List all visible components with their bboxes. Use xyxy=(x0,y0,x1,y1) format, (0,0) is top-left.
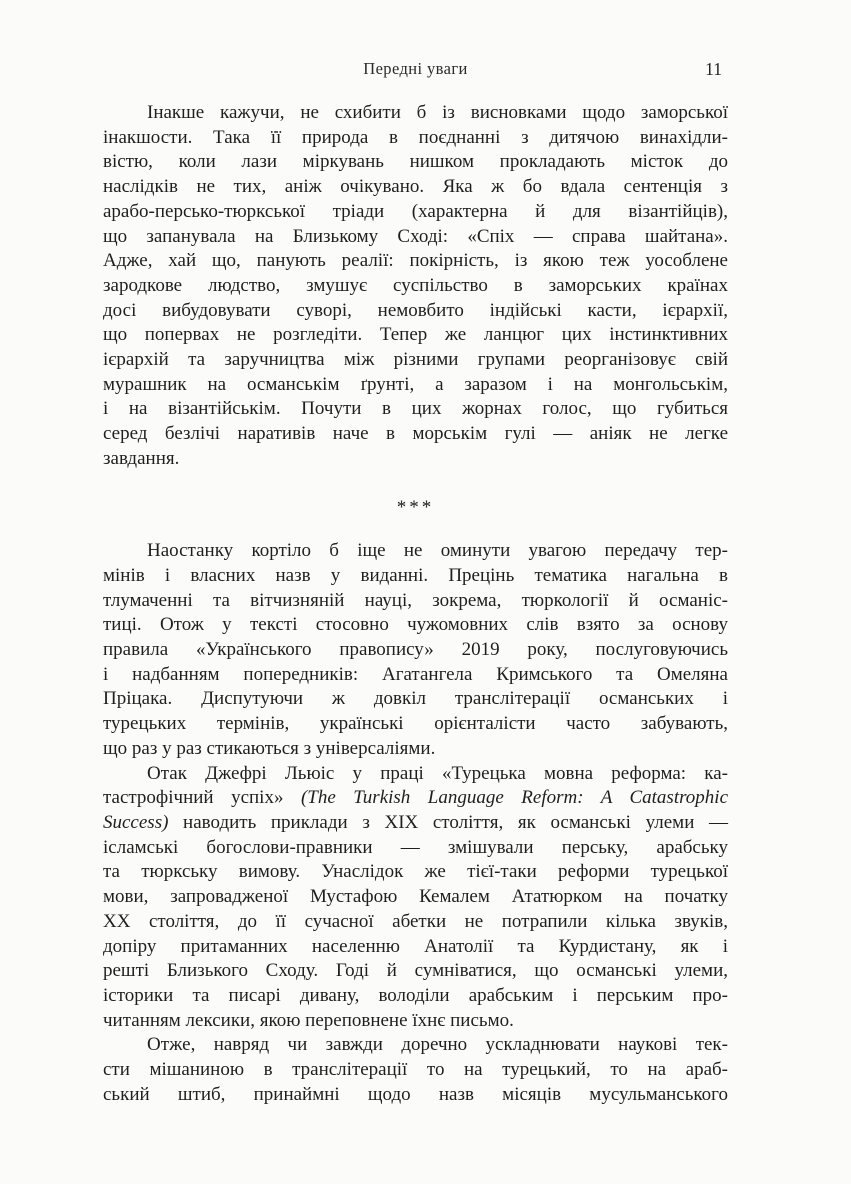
text-run: мінів і власних назв у виданні. Прецінь тематика нагальна в xyxy=(103,564,728,586)
italic-run: Success) xyxy=(103,811,169,833)
text-line xyxy=(103,249,728,274)
text-line xyxy=(103,613,728,638)
text-line xyxy=(103,274,728,299)
text-line xyxy=(103,935,728,960)
text-run: Отак Джефрі Льюіс у праці «Турецька мовна реформа: ка- xyxy=(147,762,728,784)
text-run: допіру притаманних населенню Анатолії та Курдистану, як і xyxy=(103,935,728,957)
text-run: що попервах не розгледіти. Тепер же ланцюг цих інстинктивних xyxy=(103,324,728,346)
text-run: наслідків не тих, аніж очікувано. Яка ж бо вдала сентенція з xyxy=(103,176,728,198)
text-run: вістю, коли лази міркувань нишком прокладають місток до xyxy=(103,151,728,173)
text-run: ієрархій та заручництва між різними групами реорганізовує свій xyxy=(103,349,728,371)
text-run: серед безлічі наративів наче в морськім гулі — аніяк не легке xyxy=(103,423,728,445)
text-line xyxy=(103,373,728,398)
text-run: арабо-персько-тюркської тріади (характерна й для візантійців), xyxy=(103,200,728,222)
text-line xyxy=(103,447,728,472)
text-line xyxy=(103,564,728,589)
text-line xyxy=(103,225,728,250)
text-line xyxy=(103,663,728,688)
running-head: Передні уваги xyxy=(363,59,468,78)
text-line xyxy=(103,737,728,762)
text-line xyxy=(103,200,728,225)
text-line xyxy=(103,687,728,712)
text-run: Отже, навряд чи завжди доречно ускладнювати наукові тек- xyxy=(147,1034,728,1056)
text-line xyxy=(103,959,728,984)
text-run: решті Близького Сходу. Годі й сумніватися, що османські улеми, xyxy=(103,960,728,982)
text-line xyxy=(103,885,728,910)
text-line xyxy=(103,786,728,811)
text-run: тиці. Отож у тексті стосовно чужомовних слів взято за основу xyxy=(103,614,728,636)
text-line xyxy=(103,836,728,861)
text-line xyxy=(103,1033,728,1058)
text-line xyxy=(103,150,728,175)
text-line xyxy=(103,1009,728,1034)
text-run: XX століття, до її сучасної абетки не потрапили кілька звуків, xyxy=(103,910,728,932)
text-line xyxy=(103,397,728,422)
text-run: завдання. xyxy=(103,447,180,469)
text-run: Наостанку кортіло б іще не оминути увагою передачу тер- xyxy=(147,540,728,562)
text-run: тастрофічний успіх» xyxy=(103,787,301,809)
text-run: правила «Українського правопису» 2019 року, послуговуючись xyxy=(103,639,728,661)
text-run: мови, запровадженої Мустафою Кемалем Ататюрком на початку xyxy=(103,886,728,908)
text-line xyxy=(103,860,728,885)
text-line xyxy=(103,422,728,447)
text-run: інакшости. Така її природа в поєднанні з дитячою винахідли- xyxy=(103,126,728,148)
text-run: Інакше кажучи, не схибити б із висновками щодо заморської xyxy=(147,102,728,123)
text-line xyxy=(103,175,728,200)
text-run: що раз у раз стикаються з універсаліями. xyxy=(103,737,436,759)
text-run: сти мішаниною в транслітерації то на турецький, то на араб- xyxy=(103,1059,728,1081)
text-line xyxy=(103,348,728,373)
text-line xyxy=(103,101,728,126)
text-line xyxy=(103,539,728,564)
page-body xyxy=(103,101,728,1107)
text-run: ський штиб, принаймні щодо назв місяців мусульманського xyxy=(103,1083,728,1105)
page-number: 11 xyxy=(705,59,722,79)
text-run: читанням лексики, якою переповнене їхнє письмо. xyxy=(103,1009,514,1031)
text-run: і на візантійськім. Почути в цих жорнах голос, що губиться xyxy=(103,398,728,420)
text-run: ісламські богослови-правники — змішували перську, арабську xyxy=(103,836,728,858)
text-run: та тюркську вимову. Унаслідок же тієї-таки реформи турецької xyxy=(103,861,728,883)
text-line xyxy=(103,638,728,663)
text-run: і надбанням попередників: Агатангела Кримського та Омеляна xyxy=(103,663,728,685)
text-line xyxy=(103,126,728,151)
text-line xyxy=(103,712,728,737)
italic-run: (The Turkish Language Reform: A Catastrophic xyxy=(300,787,728,809)
text-line xyxy=(103,1058,728,1083)
text-run: турецьких термінів, українські орієнталісти часто забувають, xyxy=(103,713,728,735)
text-run: досі вибудовувати суворі, немовбито індійські касти, ієрархії, xyxy=(103,299,728,321)
text-line xyxy=(103,589,728,614)
text-run: тлумаченні та вітчизняній науці, зокрема, тюркології й османіс- xyxy=(103,589,728,611)
text-line xyxy=(103,910,728,935)
text-line xyxy=(103,323,728,348)
text-line xyxy=(103,984,728,1009)
text-line xyxy=(103,811,728,836)
text-run: що запанувала на Близькому Сході: «Спіх — справа шайтана». xyxy=(103,225,728,247)
text-run: мурашник на османськім ґрунті, а заразом і на монгольськім, xyxy=(103,373,728,395)
text-run: Адже, хай що, панують реалії: покірність, із якою теж уособлене xyxy=(103,250,728,272)
text-run: наводить приклади з XIX століття, як османські улеми — xyxy=(168,811,728,833)
text-run: історики та писарі дивану, володіли арабським і перським про- xyxy=(103,984,728,1006)
text-line xyxy=(103,1083,728,1108)
text-line xyxy=(103,299,728,324)
page-header xyxy=(103,58,728,80)
text-run: зародкове людство, змушує суспільство в заморських країнах xyxy=(103,274,728,296)
section-separator: *** xyxy=(396,496,435,518)
text-line xyxy=(103,762,728,787)
text-run: Пріцака. Диспутуючи ж довкіл транслітерації османських і xyxy=(103,688,728,710)
